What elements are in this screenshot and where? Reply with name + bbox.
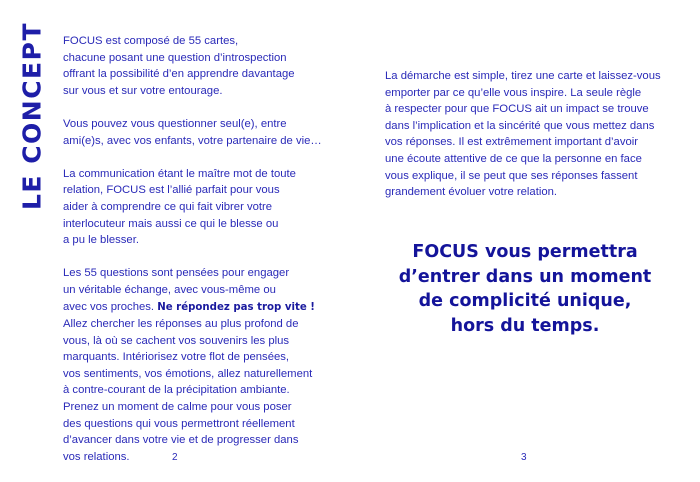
text-line — [63, 399, 322, 416]
text-line-content: sur vous et sur votre entourage. — [63, 84, 223, 97]
text-line — [385, 101, 661, 118]
text-line-content: a pu le blesser. — [63, 234, 139, 247]
page-number-right: 3 — [521, 452, 527, 463]
text-line-content: vos réponses. Il est extrêmement important d’avoir — [385, 136, 639, 149]
text-line — [63, 66, 322, 83]
text-line-content: emporter par ce qu’elle vous inspire. La seule règle — [385, 86, 642, 99]
paragraph — [63, 33, 322, 99]
text-line — [63, 50, 322, 67]
highlight-quote — [380, 240, 670, 338]
text-line-content: La démarche est simple, tirez une carte et laissez-vous — [385, 70, 661, 82]
text-line — [63, 33, 322, 50]
text-line-content: Vous pouvez vous questionner seul(e), entre — [63, 117, 287, 130]
text-line-content: à respecter pour que FOCUS ait un impact se trouve — [385, 103, 649, 116]
text-line — [63, 299, 322, 317]
text-line-content: interlocuteur mais aussi ce qui le blesse ou — [63, 217, 279, 230]
text-line — [63, 282, 322, 299]
text-line — [63, 116, 322, 133]
text-line-content: un véritable échange, avec vous-même ou — [63, 283, 276, 296]
paragraph — [385, 68, 661, 201]
text-line — [63, 166, 322, 183]
text-line-content: d’avancer dans votre vie et de progresser dans — [63, 434, 299, 447]
text-line-content: offrant la possibilité d’en apprendre davantage — [63, 68, 295, 81]
text-line — [63, 449, 322, 466]
section-title: LE CONCEPT — [17, 21, 47, 211]
text-line — [385, 85, 661, 102]
text-line — [63, 316, 322, 333]
text-line — [63, 333, 322, 350]
text-line — [385, 168, 661, 185]
page-number-left: 2 — [172, 452, 178, 463]
text-line-content: Prenez un moment de calme pour vous poser — [63, 401, 292, 414]
text-line-content: vos sentiments, vos émotions, allez naturellement — [63, 367, 313, 380]
paragraph — [63, 265, 322, 465]
text-line — [63, 382, 322, 399]
text-line — [63, 133, 322, 150]
quote-line: de complicité unique, — [418, 291, 632, 311]
text-line-content: relation, FOCUS est l’allié parfait pour vous — [63, 184, 280, 197]
quote-line: FOCUS vous permettra — [412, 242, 638, 262]
text-line-content: aider à comprendre ce qui fait vibrer votre — [63, 200, 273, 213]
text-line — [385, 134, 661, 151]
text-line-content: vous, là où se cachent vos souvenirs les plus — [63, 334, 290, 347]
left-column-text — [63, 33, 322, 482]
text-line-content: La communication étant le maître mot de toute — [63, 167, 296, 180]
quote-line: hors du temps. — [450, 315, 600, 336]
text-line-content: dans l’implication et la sincérité que vous mettez dans — [385, 119, 655, 132]
text-line — [63, 349, 322, 366]
text-line-content: avec vos proches. — [63, 300, 158, 313]
paragraph — [63, 166, 322, 249]
paragraph — [63, 116, 322, 149]
text-line — [63, 416, 322, 433]
text-line — [385, 68, 661, 85]
text-line-content: grandement évoluer votre relation. — [385, 186, 558, 199]
text-line-content: chacune posant une question d’introspection — [63, 51, 287, 64]
text-line-content: des questions qui vous permettront réellement — [63, 417, 295, 430]
text-line — [385, 118, 661, 135]
text-line-content: à contre-courant de la précipitation ambiante. — [63, 384, 290, 397]
text-line — [63, 199, 322, 216]
text-line — [63, 232, 322, 249]
text-line-content: vous explique, il se peut que ses réponses fassent — [385, 169, 638, 182]
text-line-content: marquants. Intériorisez votre flot de pensées, — [63, 351, 290, 364]
text-line-content: ami(e)s, avec vos enfants, votre partenaire de vie… — [63, 134, 322, 147]
text-line — [63, 83, 322, 100]
text-line-content: vos relations. — [63, 450, 130, 463]
text-line — [385, 184, 661, 201]
text-line-content: FOCUS est composé de 55 cartes, — [63, 35, 239, 47]
right-column-text — [385, 68, 661, 217]
text-line-content: une écoute attentive de ce que la personne en face — [385, 152, 642, 165]
text-line — [63, 432, 322, 449]
text-line — [63, 216, 322, 233]
text-line — [63, 366, 322, 383]
text-line — [385, 151, 661, 168]
emphasis-text: Ne répondez pas trop vite ! — [157, 301, 315, 313]
text-line-content: Allez chercher les réponses au plus profond de — [63, 318, 299, 331]
text-line — [63, 265, 322, 282]
text-line-content: Les 55 questions sont pensées pour engager — [63, 267, 290, 280]
quote-line: d’entrer dans un moment — [398, 266, 652, 287]
text-line — [63, 182, 322, 199]
